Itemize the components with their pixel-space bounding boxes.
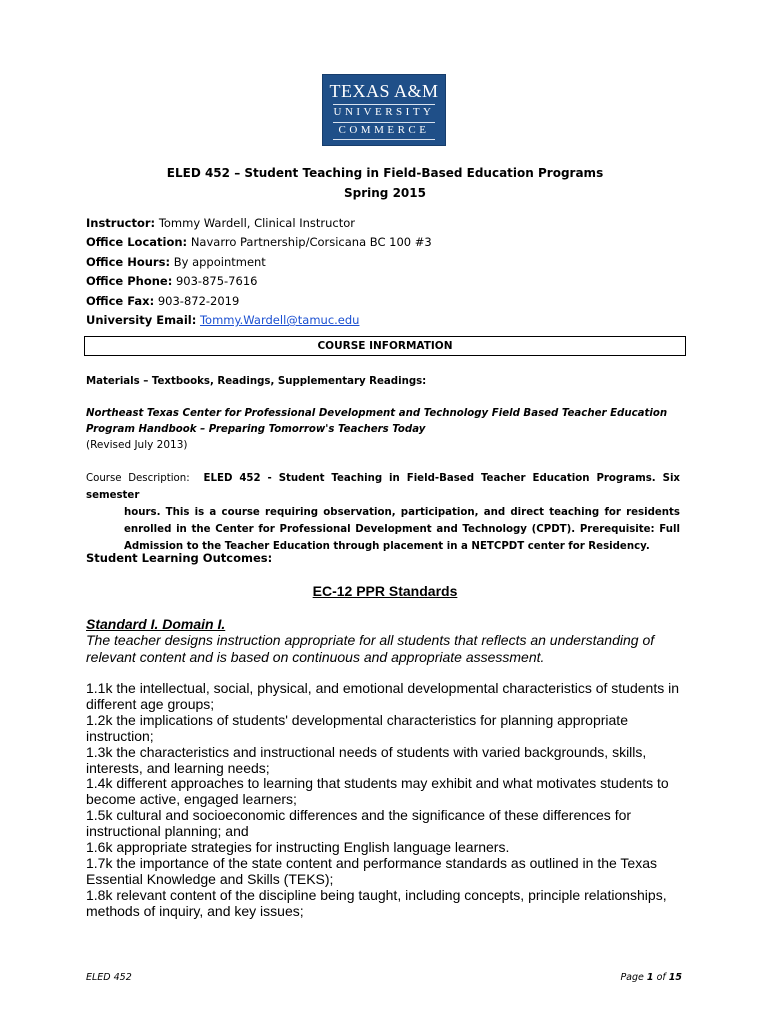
- office-location-row: [86, 233, 432, 252]
- logo-rule: [333, 122, 435, 123]
- office-location-value: Navarro Partnership/Corsicana BC 100 #3: [190, 235, 432, 250]
- standard-heading: Standard I. Domain I.: [86, 616, 226, 632]
- office-location-label: Office Location:: [86, 235, 188, 250]
- revised-date: (Revised July 2013): [86, 439, 188, 451]
- logo-line-2: UNIVERSITY: [333, 106, 435, 118]
- standards-title: EC-12 PPR Standards: [312, 583, 458, 599]
- list-item: 1.8k relevant content of the discipline being taught, including concepts, principle relationships, methods of inquiry, and key issues;: [86, 886, 667, 919]
- list-item: 1.2k the implications of students' developmental characteristics for planning appropriate instruction;: [86, 711, 628, 744]
- page-of: of: [656, 972, 666, 983]
- list-item: 1.3k the characteristics and instructional needs of students with varied backgrounds, skills, interests, and learning needs;: [86, 743, 647, 776]
- office-fax-row: [86, 292, 432, 311]
- slo-label: Student Learning Outcomes:: [86, 551, 273, 565]
- course-description-first: ELED 452 - Student Teaching in Field-Based Teacher Education Programs. Six semester: [86, 473, 681, 501]
- instructor-value: Tommy Wardell, Clinical Instructor: [158, 216, 355, 230]
- email-row: [86, 311, 432, 330]
- logo-line-3: COMMERCE: [338, 124, 430, 136]
- instructor-info: [86, 214, 432, 330]
- course-description-rest: hours. This is a course requiring observation, participation, and direct teaching for residents enrolled in the Center for Professional Development and Technology (CPDT). Prerequisite: Full Admission to the Teacher Education through placement in a NETCPDT center for Residency.: [124, 507, 680, 552]
- page-current: 1: [646, 972, 654, 983]
- list-item: 1.5k cultural and socioeconomic differences and the significance of these differences for instructional planning; and: [86, 807, 632, 840]
- section-header: COURSE INFORMATION: [84, 336, 686, 356]
- course-description-label: Course Description:: [86, 473, 190, 484]
- page-prefix: Page: [620, 972, 644, 983]
- university-logo: [322, 74, 446, 146]
- office-hours-label: Office Hours:: [86, 254, 171, 269]
- logo-rule: [333, 104, 435, 105]
- logo-rule: [333, 139, 435, 140]
- email-label: University Email:: [86, 313, 197, 328]
- page-number: [620, 972, 682, 983]
- term: Spring 2015: [344, 186, 426, 200]
- page-total: 15: [668, 972, 682, 983]
- course-description: [86, 470, 680, 555]
- footer-course-code: ELED 452: [86, 972, 132, 983]
- standard-description: The teacher designs instruction appropriate for all students that reflects an understanding of relevant content and is based on continuous and appropriate assessment.: [86, 632, 655, 665]
- standard-items: [86, 681, 686, 920]
- list-item: 1.4k different approaches to learning that students may exhibit and what motivates students to become active, engaged learners;: [86, 775, 669, 808]
- office-hours-row: [86, 253, 432, 272]
- list-item: 1.7k the importance of the state content and performance standards as outlined in the Texas Essential Knowledge and Skills (TEKS);: [86, 854, 657, 887]
- office-fax-value: 903-872-2019: [157, 293, 240, 308]
- office-phone-row: [86, 272, 432, 291]
- logo-line-1: TEXAS A&M: [329, 81, 439, 101]
- office-phone-value: 903-875-7616: [175, 274, 258, 289]
- list-item: 1.6k appropriate strategies for instructing English language learners.: [86, 839, 510, 856]
- office-hours-value: By appointment: [173, 254, 266, 269]
- office-fax-label: Office Fax:: [86, 293, 155, 308]
- list-item: 1.1k the intellectual, social, physical, and emotional developmental characteristics of students in different age groups;: [86, 680, 679, 712]
- office-phone-label: Office Phone:: [86, 274, 173, 289]
- instructor-row: [86, 214, 432, 233]
- materials-label: Materials – Textbooks, Readings, Supplementary Readings:: [86, 376, 427, 387]
- course-title: ELED 452 – Student Teaching in Field-Based Education Programs: [166, 166, 604, 180]
- instructor-label: Instructor:: [86, 216, 156, 230]
- handbook-title: Northeast Texas Center for Professional Development and Technology Field Based Teacher Education Program Handbook – Preparing Tomorrow's Teachers Today: [86, 408, 668, 435]
- email-link[interactable]: Tommy.Wardell@tamuc.edu: [199, 313, 360, 328]
